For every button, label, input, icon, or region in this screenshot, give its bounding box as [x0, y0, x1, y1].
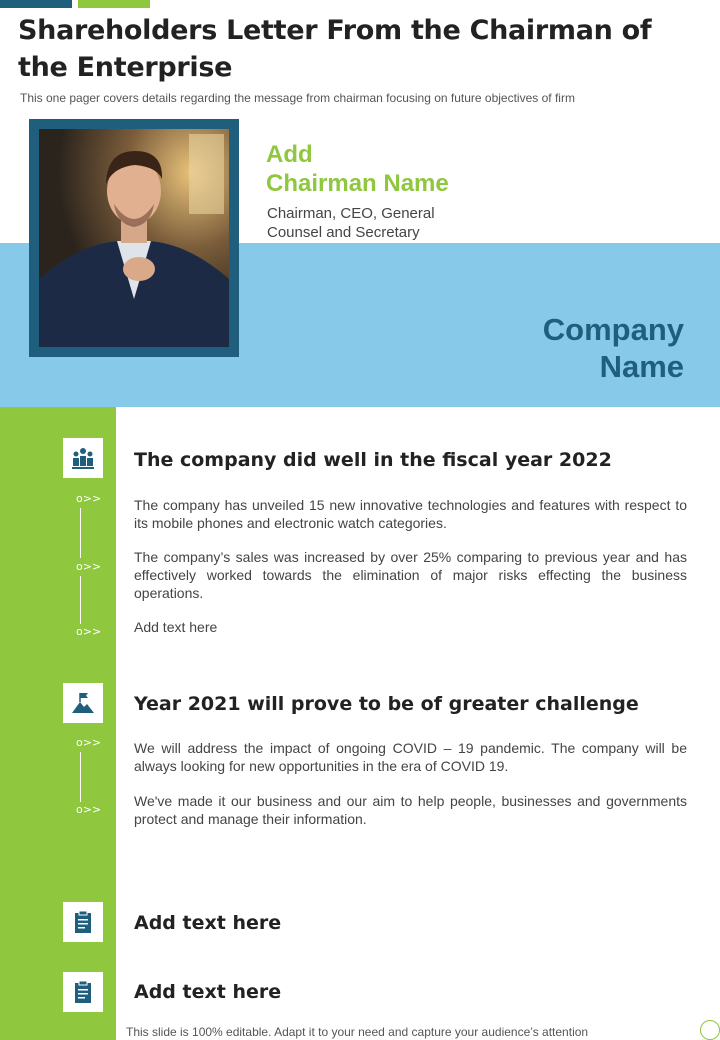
chairman-role: Chairman, CEO, General Counsel and Secretary — [267, 205, 435, 241]
top-accent-bar-dark — [0, 0, 72, 8]
clipboard-icon — [63, 902, 103, 942]
section-3-title: Add text here — [134, 912, 282, 934]
top-accent-bar-green — [78, 0, 150, 8]
timeline-marker: o>> — [76, 492, 102, 505]
mountain-flag-icon — [63, 683, 103, 723]
timeline-marker: o>> — [76, 625, 102, 638]
company-name — [484, 311, 684, 385]
timeline-connector — [80, 752, 81, 802]
section-2-title: Year 2021 will prove to be of greater challenge — [134, 693, 639, 715]
team-icon — [63, 438, 103, 478]
section-4-title: Add text here — [134, 981, 282, 1003]
section-1-paragraph-2: The company’s sales was increased by over 25% comparing to previous year and has effectively worked towards the elimination of major risks effecting the business operations. — [134, 549, 687, 601]
section-2-paragraph-2: We've made it our business and our aim to help people, businesses and governments protect and manage their information. — [134, 793, 687, 827]
company-name-line1: Company — [542, 312, 684, 347]
section-2-paragraph-1: We will address the impact of ongoing COVID – 19 pandemic. The company will be always looking for new opportunities in the era of COVID 19. — [134, 740, 687, 774]
timeline-marker: o>> — [76, 736, 102, 749]
company-name-line2: Name — [599, 349, 684, 384]
timeline-connector — [80, 576, 81, 624]
chairman-photo-frame — [29, 119, 239, 357]
timeline-connector — [80, 508, 81, 558]
section-1-paragraph-1: The company has unveiled 15 new innovative technologies and features with respect to its mobile phones and electronic watch categories. — [134, 497, 687, 531]
page-subtitle: This one pager covers details regarding the message from chairman focusing on future objectives of firm — [20, 91, 575, 105]
timeline-marker: o>> — [76, 803, 102, 816]
footer-decoration — [700, 1020, 720, 1040]
timeline-marker: o>> — [76, 560, 102, 573]
chairman-photo — [39, 129, 229, 347]
section-1-paragraph-3: Add text here — [134, 619, 218, 635]
chairman-name-line2: Chairman Name — [266, 170, 449, 197]
clipboard-icon — [63, 972, 103, 1012]
chairman-name — [266, 140, 449, 198]
page-title: Shareholders Letter From the Chairman of the Enterprise — [18, 15, 652, 83]
section-1-title: The company did well in the fiscal year 2022 — [134, 449, 612, 471]
chairman-name-line1: Add — [266, 141, 313, 168]
footer-note: This slide is 100% editable. Adapt it to your need and capture your audience’s attention — [126, 1025, 589, 1039]
